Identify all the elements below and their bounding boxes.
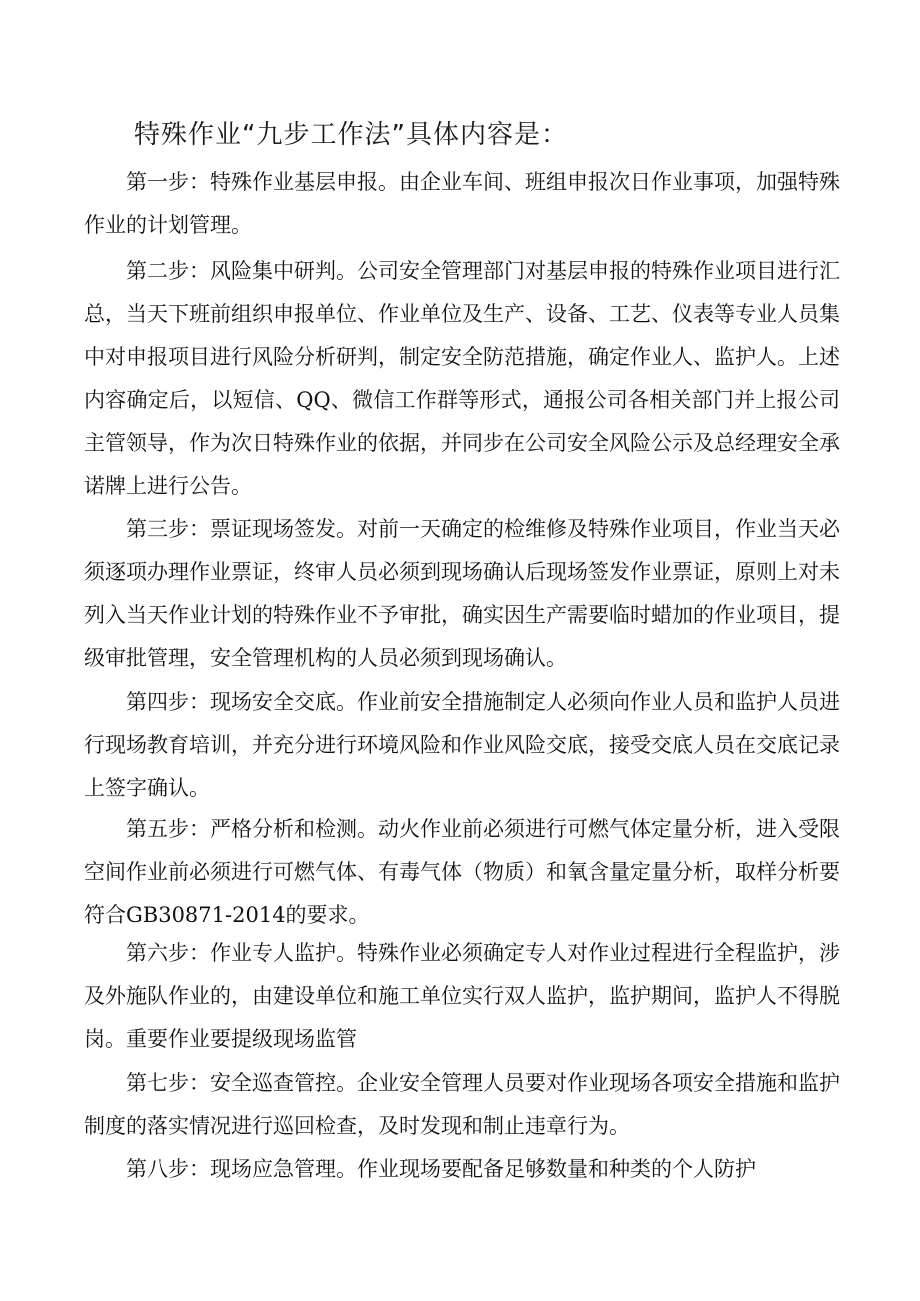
paragraph-step-7 xyxy=(84,1062,840,1148)
paragraph-text: 第八步：现场应急管理。作业现场要配备足够数量和种类的个人防护 xyxy=(126,1157,756,1181)
paragraph-text: 第七步：安全巡查管控。企业安全管理人员要对作业现场各项安全措施和监护制度的落实情况进行巡回检查，及时发现和制止违章行为。 xyxy=(84,1071,840,1138)
paragraph-text: 第一步：特殊作业基层申报。由企业车间、班组申报次日作业事项，加强特殊作业的计划管理。 xyxy=(84,170,840,237)
paragraph-text: 第三步：票证现场签发。对前一天确定的检维修及特殊作业项目，作业当天必须逐项办理作业票证，终审人员必须到现场确认后现场签发作业票证，原则上对未列入当天作业计划的特殊作业不予审批，确实因生产需要临时蜡加的作业项目，提级审批管理，安全管理机构的人员必须到现场确认。 xyxy=(84,517,840,670)
paragraph-step-8 xyxy=(84,1148,840,1191)
paragraph-step-3 xyxy=(84,508,840,680)
paragraph-step-6 xyxy=(84,932,840,1061)
paragraph-text: 第四步：现场安全交底。作业前安全措施制定人必须向作业人员和监护人员进行现场教育培训，并充分进行环境风险和作业风险交底，接受交底人员在交底记录上签字确认。 xyxy=(84,690,840,800)
paragraph-step-2 xyxy=(84,250,840,508)
paragraph-step-5 xyxy=(84,808,840,937)
document-title: 特殊作业“九步工作法”具体内容是： xyxy=(134,120,568,150)
paragraph-step-1 xyxy=(84,161,840,247)
paragraph-text: 第六步：作业专人监护。特殊作业必须确定专人对作业过程进行全程监护，涉及外施队作业的，由建设单位和施工单位实行双人监护，监护期间，监护人不得脱岗。重要作业要提级现场监管 xyxy=(84,941,840,1051)
paragraph-text: 第五步：严格分析和检测。动火作业前必须进行可燃气体定量分析，进入受限空间作业前必须进行可燃气体、有毒气体（物质）和氧含量定量分析，取样分析要符合GB30871-2014的要求。 xyxy=(84,817,840,927)
paragraph-step-4 xyxy=(84,681,840,810)
paragraph-text: 第二步：风险集中研判。公司安全管理部门对基层申报的特殊作业项目进行汇总，当天下班前组织申报单位、作业单位及生产、设备、工艺、仪表等专业人员集中对申报项目进行风险分析研判，制定安全防范措施，确定作业人、监护人。上述内容确定后，以短信、QQ、微信工作群等形式，通报公司各相关部门并上报公司主管领导，作为次日特殊作业的依据，并同步在公司安全风险公示及总经理安全承诺牌上进行公告。 xyxy=(84,259,840,498)
